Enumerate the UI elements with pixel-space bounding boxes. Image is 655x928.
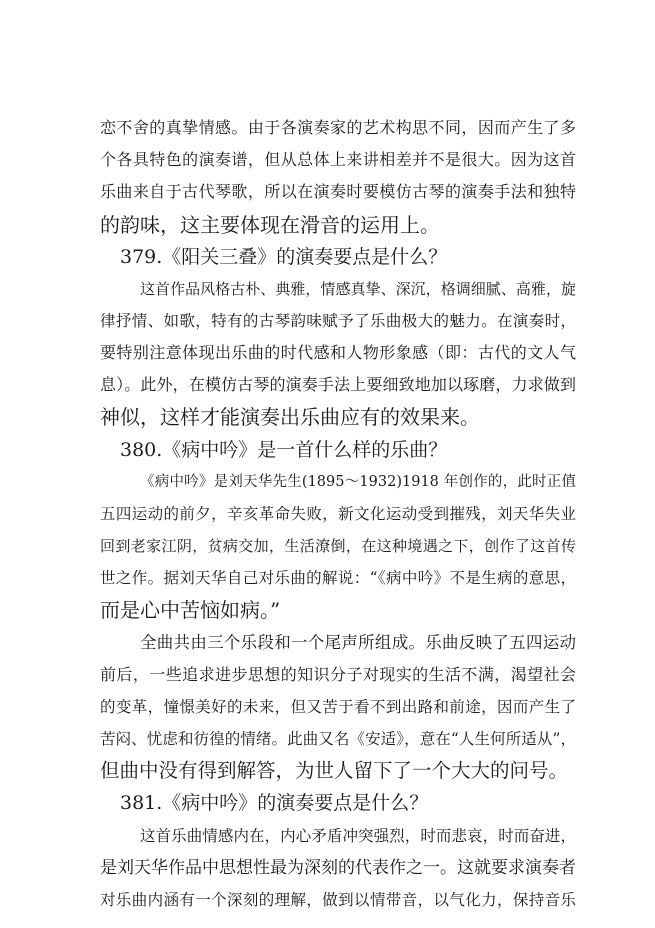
- text-line: 律抒情、如歌，特有的古琴韵味赋予了乐曲极大的魅力。在演奏时，: [100, 312, 576, 330]
- text-line: 《病中吟》是刘天华先生(1895～1932)1918 年创作的，此时正值: [140, 473, 576, 490]
- text-line: 五四运动的前夕，辛亥革命失败，新文化运动受到摧残，刘天华失业: [100, 504, 576, 523]
- text-line: 前后，一些追求进步思想的知识分子对现实的生活不满，渴望社会: [100, 664, 576, 684]
- question-heading: 380.《病中吟》是一首什么样的乐曲？: [120, 438, 448, 461]
- text-line: 神似，这样才能演奏出乐曲应有的效果来。: [100, 405, 480, 430]
- text-line: 回到老家江阴，贫病交加，生活潦倒，在这种境遇之下，创作了这首传: [100, 537, 576, 556]
- text-line: 这首乐曲情感内在，内心矛盾冲突强烈，时而悲哀，时而奋进，: [140, 826, 576, 845]
- text-line: 的变革，憧憬美好的未来，但又苦于看不到出路和前途，因而产生了: [100, 697, 576, 716]
- text-line: 苦闷、忧虑和彷徨的情绪。此曲又名《安适》，意在“人生何所适从”，: [100, 730, 576, 748]
- text-line: 全曲共由三个乐段和一个尾声所组成。乐曲反映了五四运动: [140, 632, 576, 652]
- question-heading: 379.《阳关三叠》的演奏要点是什么？: [120, 245, 448, 268]
- text-line: 但曲中没有得到解答，为世人留下了一个大大的问号。: [100, 759, 569, 783]
- text-line: 的韵味，这主要体现在滑音的运用上。: [100, 212, 440, 237]
- text-line: 这首作品风格古朴、典雅，情感真挚、深沉，格调细腻、高雅，旋: [140, 279, 576, 298]
- text-line: 世之作。据刘天华自己对乐曲的解说：“《病中吟》不是生病的意思，: [100, 569, 576, 588]
- text-line: 个各具特色的演奏谱，但从总体上来讲相差并不是很大。因为这首: [100, 150, 576, 170]
- question-heading: 381.《病中吟》的演奏要点是什么？: [120, 792, 429, 815]
- text-line: 要特别注意体现出乐曲的时代感和人物形象感（即：古代的文人气: [100, 343, 576, 363]
- text-line: 是刘天华作品中思想性最为深刻的代表作之一。这就要求演奏者: [100, 857, 576, 878]
- text-line: 对乐曲内涵有一个深刻的理解，做到以情带音，以气化力，保持音乐: [100, 890, 576, 909]
- text-line: 乐曲来自于古代琴歌，所以在演奏时要模仿古琴的演奏手法和独特: [100, 182, 576, 202]
- text-line: 而是心中苦恼如病。”: [100, 598, 281, 623]
- text-line: 息）。此外，在模仿古琴的演奏手法上要细致地加以琢磨，力求做到: [100, 375, 576, 395]
- text-line: 恋不舍的真挚情感。由于各演奏家的艺术构思不同，因而产生了多: [100, 118, 576, 137]
